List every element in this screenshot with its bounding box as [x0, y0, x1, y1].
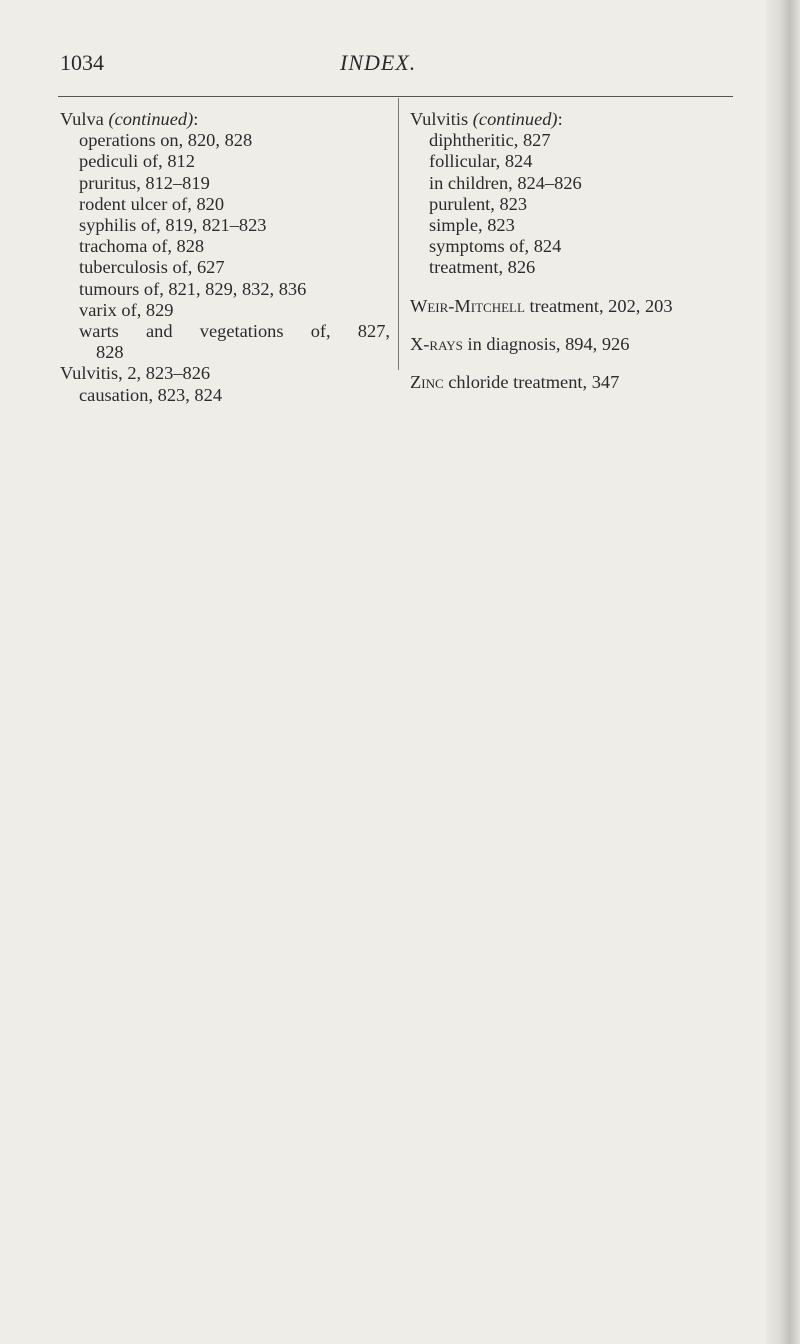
index-subentry: syphilis of, 819, 821–823	[79, 215, 267, 236]
entry-references: chloride treatment, 347	[448, 372, 620, 393]
index-entry-heading	[410, 109, 750, 130]
index-subentry: tuberculosis of, 627	[79, 257, 225, 278]
page-number: 1034	[60, 50, 104, 75]
index-column-left	[60, 109, 390, 406]
page-edge-shadow	[766, 0, 800, 1344]
entry-spacer	[410, 355, 750, 372]
page-title: INDEX.	[340, 50, 417, 75]
entry-colon: :	[193, 109, 199, 129]
entry-references: in diagnosis, 894, 926	[467, 333, 630, 354]
index-column-right	[410, 109, 750, 393]
entry-references: treatment, 202, 203	[529, 295, 673, 316]
index-subentry-wrapped: warts and vegetations of, 827,	[79, 321, 390, 342]
index-subentry: purulent, 823	[429, 193, 528, 214]
entry-term: Vulvitis	[410, 109, 469, 129]
index-subentry: trachoma of, 828	[79, 236, 205, 257]
continued-label: (continued)	[108, 109, 194, 129]
index-subentry: treatment, 826	[429, 257, 536, 278]
entry-spacer	[410, 279, 750, 296]
index-subentry: varix of, 829	[79, 299, 174, 320]
entry-colon: :	[557, 109, 563, 129]
index-subentry: in children, 824–826	[429, 172, 582, 193]
index-entry: Vulvitis, 2, 823–826	[60, 363, 211, 384]
index-subentry: follicular, 824	[429, 151, 533, 172]
index-subentry: pruritus, 812–819	[79, 172, 210, 193]
index-subentry: diphtheritic, 827	[429, 130, 551, 151]
index-subentry: pediculi of, 812	[79, 151, 195, 172]
index-entry	[410, 372, 750, 393]
index-subentry-continuation: 828	[96, 342, 124, 363]
index-entry-heading	[60, 109, 390, 130]
index-entry	[410, 334, 750, 355]
entry-term: Vulva	[60, 109, 104, 129]
continued-label: (continued)	[472, 109, 558, 129]
index-subentry: tumours of, 821, 829, 832, 836	[79, 278, 307, 299]
index-subentry: symptoms of, 824	[429, 236, 562, 257]
column-divider	[398, 98, 399, 370]
entry-term: X-rays	[410, 333, 463, 354]
index-subentry: operations on, 820, 828	[79, 130, 253, 151]
entry-spacer	[410, 317, 750, 334]
header-rule	[58, 96, 733, 97]
entry-term: Zinc	[410, 372, 444, 393]
index-subentry: simple, 823	[429, 215, 515, 236]
index-subentry: rodent ulcer of, 820	[79, 193, 225, 214]
entry-term: Weir-Mitchell	[410, 295, 525, 316]
index-entry	[410, 296, 750, 317]
index-subentry: causation, 823, 824	[79, 384, 223, 405]
